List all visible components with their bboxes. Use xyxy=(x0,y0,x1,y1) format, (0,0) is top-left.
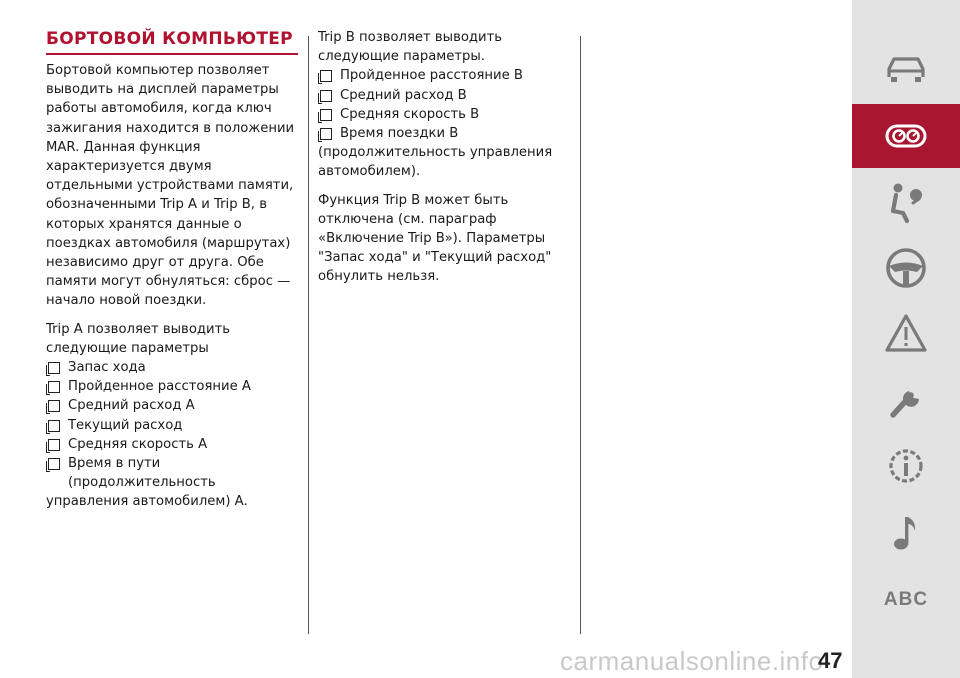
sidebar-item-technical-data[interactable] xyxy=(852,434,960,498)
trip-a-tail: управления автомобилем) A. xyxy=(46,494,248,510)
intro-paragraph: Бортовой компьютер позволяет выводить на дисплей параметры работы автомобиля, когда ключ зажигания находится в положении MAR. Данная функция характеризуется двумя отдельными устройствами памяти, обозначенными Trip A и Trip B, в которых хранятся данные о поездках автомобиля (маршрутах) независимо друг от друга. Обе памяти могут обнуляться: сброс — начало новой поездки. xyxy=(46,63,295,309)
checkbox-bullet-icon xyxy=(48,420,60,432)
trip-a-intro: Trip A позволяет выводить следующие параметры xyxy=(46,321,231,356)
steering-wheel-icon xyxy=(883,245,929,291)
checkbox-bullet-icon xyxy=(320,70,332,82)
list-item: Средняя скорость B xyxy=(318,105,580,124)
list-item: Текущий расход xyxy=(46,416,298,435)
column-divider xyxy=(308,36,309,634)
checkbox-bullet-icon xyxy=(48,439,60,451)
list-item: Пройденное расстояние A xyxy=(46,377,298,396)
instrument-panel-icon xyxy=(883,113,929,159)
checkbox-bullet-icon xyxy=(320,128,332,140)
sidebar-item-safety[interactable] xyxy=(852,170,960,234)
watermark: carmanualsonline.info xyxy=(560,646,824,676)
checkbox-bullet-icon xyxy=(48,458,60,470)
list-item: Время поездки B xyxy=(318,124,580,143)
car-icon xyxy=(883,47,929,93)
info-gear-icon xyxy=(883,443,929,489)
checkbox-bullet-icon xyxy=(48,400,60,412)
sidebar-item-index[interactable] xyxy=(852,568,960,632)
left-column xyxy=(46,28,298,512)
music-note-icon xyxy=(883,509,929,555)
airbag-seat-icon xyxy=(883,179,929,225)
list-item: Средняя скорость A xyxy=(46,435,298,454)
section-title: БОРТОВОЙ КОМПЬЮТЕР xyxy=(46,28,298,55)
checkbox-bullet-icon xyxy=(48,362,60,374)
trip-b-note: Функция Trip B может быть отключена (см. параграф «Включение Trip B»). Параметры "Запас хода" и "Текущий расход" обнулить нельзя. xyxy=(318,192,552,285)
trip-b-list xyxy=(318,66,580,143)
list-item: Средний расход B xyxy=(318,86,580,105)
sidebar-item-instrument-panel[interactable] xyxy=(852,104,960,168)
trip-b-intro: Trip B позволяет выводить следующие параметры. xyxy=(318,30,503,65)
checkbox-bullet-icon xyxy=(320,90,332,102)
column-divider xyxy=(580,36,581,634)
checkbox-bullet-icon xyxy=(48,381,60,393)
list-item: Пройденное расстояние B xyxy=(318,66,580,85)
list-item: Время в пути (продолжительность xyxy=(46,454,298,492)
warning-triangle-icon xyxy=(883,311,929,357)
list-item: Средний расход A xyxy=(46,396,298,415)
trip-b-tail: (продолжительность управления автомобилем). xyxy=(318,145,553,180)
sidebar-item-car[interactable] xyxy=(852,38,960,102)
abc-label: ABC xyxy=(883,589,929,610)
right-column xyxy=(318,28,580,296)
chapter-sidebar xyxy=(852,0,960,678)
list-item: Запас хода xyxy=(46,358,298,377)
page-number: 47 xyxy=(818,648,843,673)
sidebar-item-maintenance[interactable] xyxy=(852,368,960,432)
sidebar-item-warnings[interactable] xyxy=(852,302,960,366)
trip-a-list xyxy=(46,358,298,492)
sidebar-item-driving[interactable] xyxy=(852,236,960,300)
checkbox-bullet-icon xyxy=(320,109,332,121)
wrench-icon xyxy=(883,377,929,423)
sidebar-item-multimedia[interactable] xyxy=(852,500,960,564)
